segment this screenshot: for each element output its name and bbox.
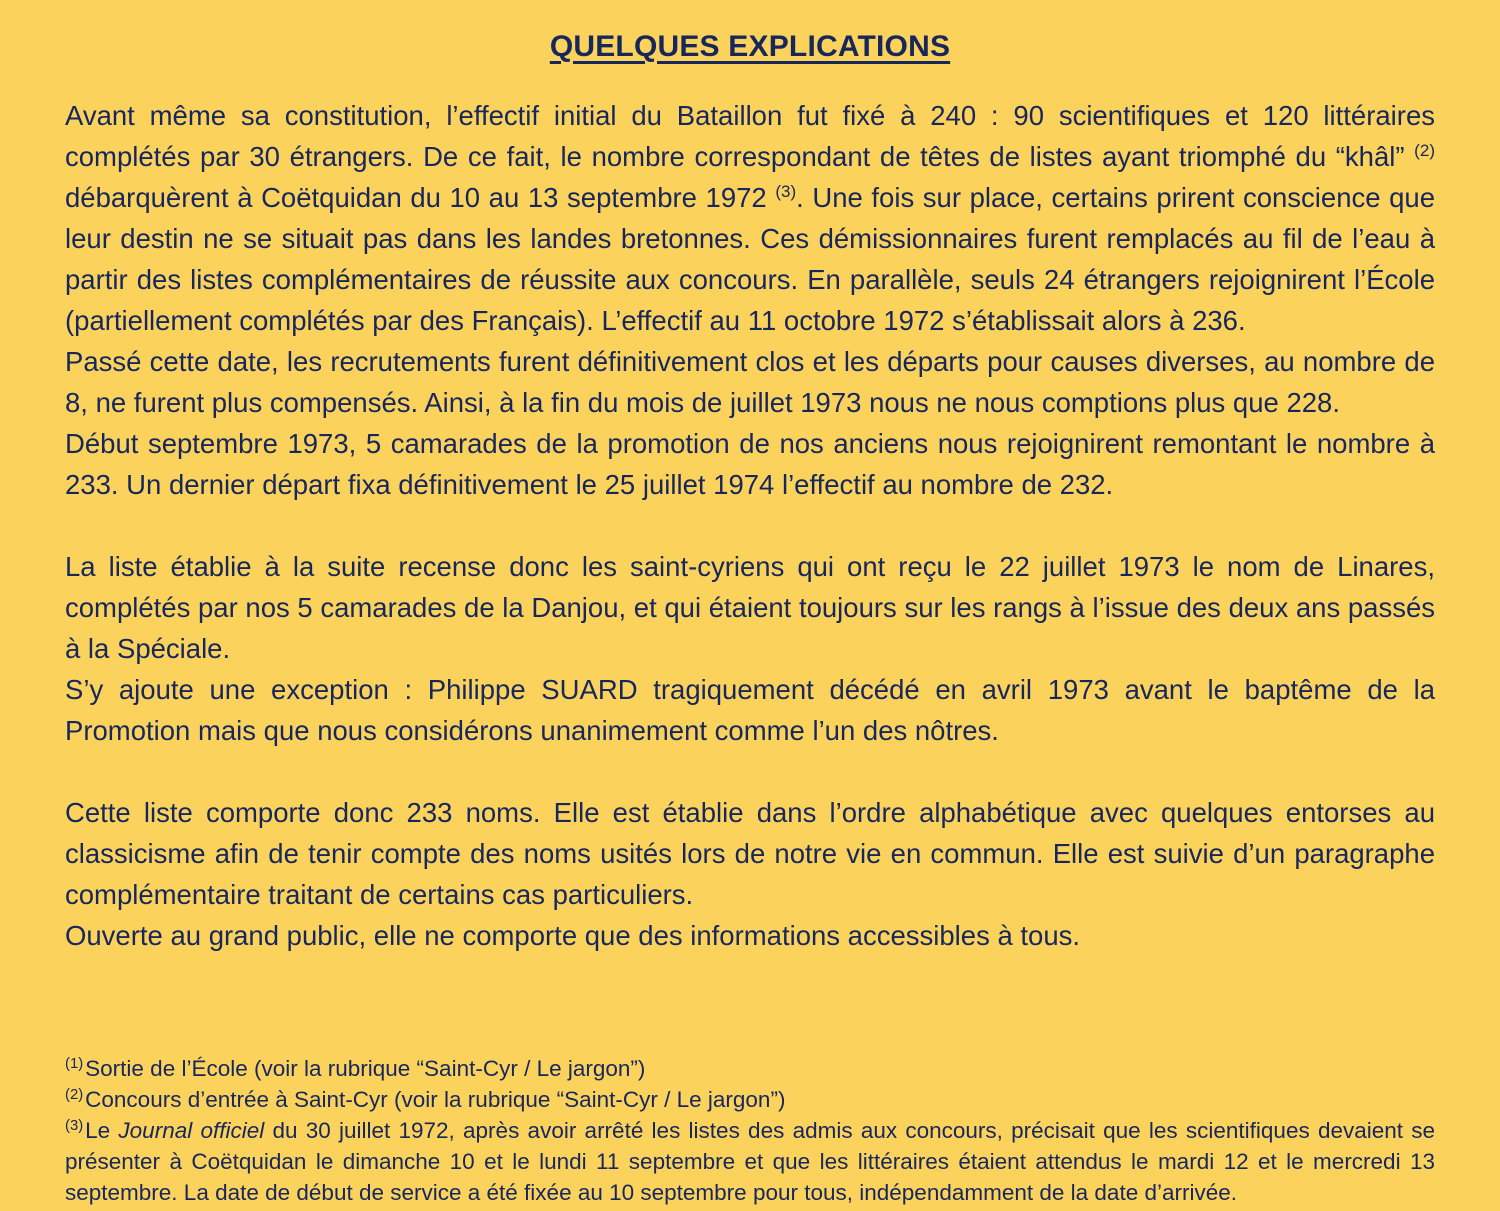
footnotes-section [65, 956, 1435, 1208]
paragraph-6: Cette liste comporte donc 233 noms. Elle est établie dans l’ordre alphabétique avec quelques entorses au classicisme afin de tenir compte des noms usités lors de notre vie en commun. Elle est suivie d’un paragraphe complémentaire traitant de certains cas particuliers. [65, 797, 1435, 910]
paragraph-1 [65, 95, 1435, 341]
footnote-1-marker: (1) [65, 1055, 84, 1072]
footnote-1 [65, 1053, 1435, 1084]
document-body [65, 64, 1435, 956]
paragraph-1-seg-3: . Une fois sur place, certains prirent conscience que leur destin ne se situait pas dans les landes bretonnes. Ces démissionnaires furent remplacés au fil de l’eau à partir des listes complémentaires de réussite aux concours. En parallèle, seuls 24 étrangers rejoignirent l’École (partiellement complétés par des Français). L’effectif au 11 octobre 1972 s’établissait alors à 236. [65, 182, 1435, 336]
footnote-3-italic-title: Journal officiel [118, 1118, 265, 1143]
footnote-2-marker: (2) [65, 1086, 84, 1103]
paragraph-spacer-1 [65, 505, 1435, 546]
paragraph-4: La liste établie à la suite recense donc les saint-cyriens qui ont reçu le 22 juillet 1973 le nom de Linares, complétés par nos 5 camarades de la Danjou, et qui étaient toujours sur les rangs à l’issue des deux ans passés à la Spéciale. [65, 551, 1435, 664]
paragraph-2: Passé cette date, les recrutements furent définitivement clos et les départs pour causes diverses, au nombre de 8, ne furent plus compensés. Ainsi, à la fin du mois de juillet 1973 nous ne nous comptions plus que 228. [65, 346, 1435, 418]
footnote-3 [65, 1115, 1435, 1208]
footnote-3-text-after: du 30 juillet 1972, après avoir arrêté les listes des admis aux concours, précisait que les scientifiques devaient se présenter à Coëtquidan le dimanche 10 et le lundi 11 septembre et que les littéraires étaient attendus le mardi 12 et le mercredi 13 septembre. La date de début de service a été fixée au 10 septembre pour tous, indépendamment de la date d’arrivée. [65, 1118, 1436, 1205]
footnote-ref-2: (2) [1414, 140, 1435, 160]
footnote-1-text: Sortie de l’École (voir la rubrique “Saint-Cyr / Le jargon”) [85, 1056, 646, 1081]
paragraph-3: Début septembre 1973, 5 camarades de la promotion de nos anciens nous rejoignirent remontant le nombre à 233. Un dernier départ fixa définitivement le 25 juillet 1974 l’effectif au nombre de 232. [65, 428, 1435, 500]
document-page [0, 30, 1500, 1211]
paragraph-spacer-2 [65, 751, 1435, 792]
page-title: QUELQUES EXPLICATIONS [549, 30, 951, 63]
footnote-3-marker: (3) [65, 1117, 84, 1134]
paragraph-5: S’y ajoute une exception : Philippe SUARD tragiquement décédé en avril 1973 avant le baptême de la Promotion mais que nous considérons unanimement comme l’un des nôtres. [65, 674, 1435, 746]
paragraph-1-seg-2: débarquèrent à Coëtquidan du 10 au 13 septembre 1972 [65, 182, 776, 213]
paragraph-7: Ouverte au grand public, elle ne comporte que des informations accessibles à tous. [65, 920, 1081, 951]
paragraph-1-seg-1: Avant même sa constitution, l’effectif initial du Bataillon fut fixé à 240 : 90 scientifiques et 120 littéraires complétés par 30 étrangers. De ce fait, le nombre correspondant de têtes de listes ayant triomphé du “khâl” [65, 100, 1435, 172]
footnote-3-text-before: Le [85, 1118, 119, 1143]
footnote-2 [65, 1084, 1435, 1115]
footnote-2-text: Concours d’entrée à Saint-Cyr (voir la rubrique “Saint-Cyr / Le jargon”) [85, 1087, 786, 1112]
footnote-ref-3: (3) [775, 181, 797, 201]
